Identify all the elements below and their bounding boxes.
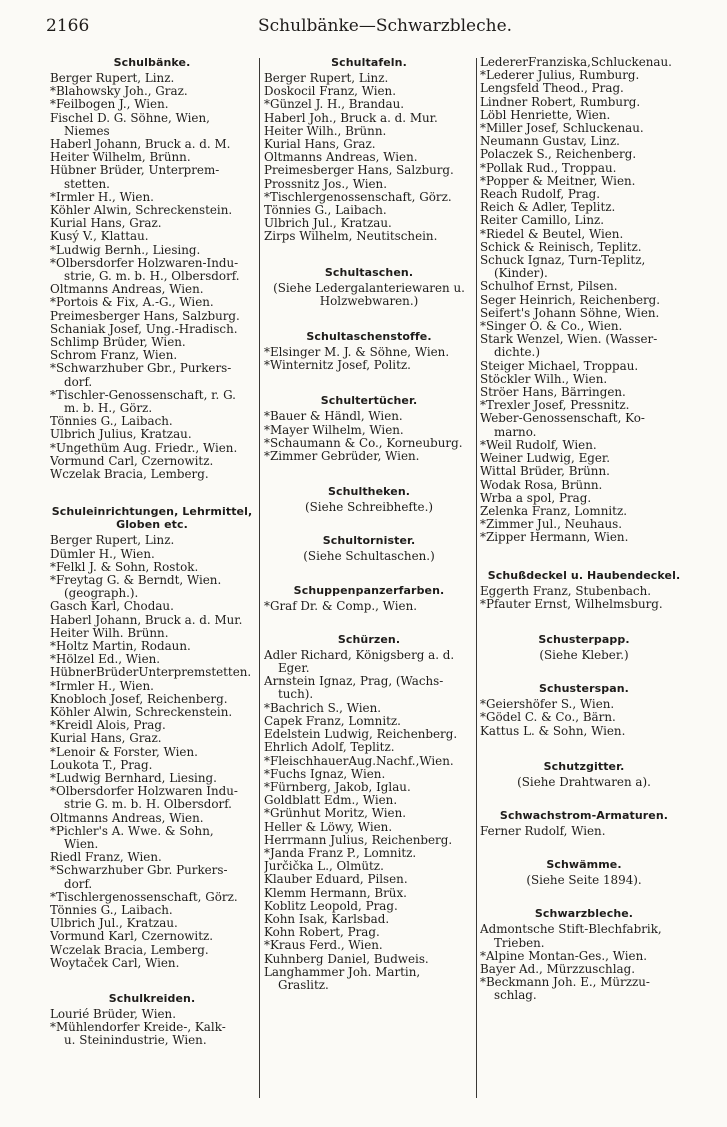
directory-entry: Oltmanns Andreas, Wien. <box>264 151 418 165</box>
section-heading: Schutzgitter. <box>543 759 625 773</box>
section-heading: Schwämme. <box>546 858 622 872</box>
entry-continuation: dorf. <box>64 877 93 891</box>
directory-entry: Kurial Hans, Graz. <box>264 138 376 152</box>
directory-entry: Haberl Johann, Bruck a. d. M. <box>50 138 231 152</box>
directory-entry: Doskocil Franz, Wien. <box>264 85 396 99</box>
directory-entry: Schulhof Ernst, Pilsen. <box>480 280 618 294</box>
directory-entry: Berger Rupert, Linz. <box>50 72 175 85</box>
directory-entry: *Irmler H., Wien. <box>50 190 154 204</box>
directory-entry: *Trexler Josef, Pressnitz. <box>480 399 630 413</box>
directory-entry: *Ludwig Bernh., Liesing. <box>50 243 201 257</box>
directory-entry: Loukota T., Prag. <box>50 758 153 772</box>
entry-continuation: (Kinder). <box>494 267 548 281</box>
directory-entry: *Elsinger M. J. & Söhne, Wien. <box>264 346 450 360</box>
directory-entry: Kurial Hans, Graz. <box>50 732 162 746</box>
directory-entry: Neumann Gustav, Linz. <box>480 135 620 149</box>
directory-entry: *Lenoir & Forster, Wien. <box>50 745 198 759</box>
directory-entry: Lengsfeld Theod., Prag. <box>480 82 624 96</box>
section-heading: Schuppenpanzerfarben. <box>293 583 445 597</box>
directory-entry: Schrom Franz, Wien. <box>50 349 178 363</box>
directory-entry: Ulbrich Jul., Kratzau. <box>50 917 178 931</box>
directory-entry: *Zimmer Jul., Neuhaus. <box>480 518 623 532</box>
directory-entry: Prossnitz Jos., Wien. <box>264 177 387 191</box>
directory-entry: Zirps Wilhelm, Neutitschein. <box>264 230 438 244</box>
directory-entry: *Hölzel Ed., Wien. <box>50 653 161 667</box>
directory-entry: Goldblatt Edm., Wien. <box>264 794 398 808</box>
directory-entry: Vormund Carl, Czernowitz. <box>50 454 214 468</box>
directory-entry: Schuck Ignaz, Turn-Teplitz, <box>480 254 646 268</box>
section-heading: Schwachstrom-Armaturen. <box>499 808 669 822</box>
directory-entry: Reiter Camillo, Linz. <box>480 214 605 228</box>
directory-entry: *Bachrich S., Wien. <box>264 701 382 715</box>
column-rule-1 <box>259 58 260 1098</box>
section <box>264 394 474 463</box>
directory-entry: *Grünhut Moritz, Wien. <box>264 807 407 821</box>
column-rule-2 <box>476 58 477 1098</box>
directory-entry: *Kreidl Alois, Prag. <box>50 719 166 733</box>
directory-entry: Preimesberger Hans, Salzburg. <box>50 309 240 323</box>
directory-entry: *Blahowsky Joh., Graz. <box>50 85 188 99</box>
directory-entry: Berger Rupert, Linz. <box>50 534 175 548</box>
entry-continuation: dichte.) <box>494 346 540 360</box>
directory-entry: Langhammer Joh. Martin, <box>264 965 421 979</box>
section <box>264 330 474 372</box>
entry-continuation: Wien. <box>64 837 99 851</box>
directory-entry: Dümler H., Wien. <box>50 547 155 561</box>
directory-entry: *Holtz Martin, Rodaun. <box>50 639 191 653</box>
directory-entry: *Schwarzhuber Gbr., Purkers- <box>50 362 232 376</box>
directory-entry: *Olbersdorfer Holzwaren-Indu- <box>50 256 239 270</box>
directory-entry: Gasch Karl, Chodau. <box>50 600 174 614</box>
entry-continuation: u. Steinindustrie, Wien. <box>64 1034 207 1048</box>
directory-entry: *FleischhauerAug.Nachf.,Wien. <box>264 754 454 768</box>
entry-continuation: Eger. <box>278 662 310 676</box>
cross-reference-note: (Siehe Drahtwaren a). <box>517 774 651 789</box>
directory-entry: *Ungethüm Aug. Friedr., Wien. <box>50 441 238 455</box>
directory-entry: Schaniak Josef, Ung.-Hradisch. <box>50 322 238 336</box>
section <box>480 760 688 789</box>
running-title: Schulbänke—Schwarzbleche. <box>258 16 513 36</box>
cross-reference-note: (Siehe Schultaschen.) <box>303 549 435 564</box>
directory-entry: Seger Heinrich, Reichenberg. <box>480 293 661 307</box>
section-heading: Schuleinrichtungen, Lehrmittel, Globen etc. <box>51 505 253 532</box>
section-heading: Schultheken. <box>327 485 411 499</box>
section-heading: Schultaschen. <box>324 265 414 279</box>
section-heading: Schußdeckel u. Haubendeckel. <box>487 568 681 582</box>
directory-entry: *Schaumann & Co., Korneuburg. <box>264 436 463 450</box>
directory-entry: *Graf Dr. & Comp., Wien. <box>264 599 418 613</box>
directory-entry: Heller & Löwy, Wien. <box>264 820 393 834</box>
section <box>480 56 688 545</box>
directory-entry: *Pfauter Ernst, Wilhelmsburg. <box>480 597 663 611</box>
directory-entry: Heiter Wilhelm, Brünn. <box>50 151 191 165</box>
directory-entry: Polaczek S., Reichenberg. <box>480 148 637 162</box>
directory-entry: Heiter Wilh., Brünn. <box>264 124 387 138</box>
directory-entry: *Günzel J. H., Brandau. <box>264 98 405 112</box>
directory-entry: Lourié Brüder, Wien. <box>50 1008 176 1021</box>
directory-entry: *Janda Franz P., Lomnitz. <box>264 846 417 860</box>
column-3 <box>480 56 688 1106</box>
directory-entry: Ulbrich Jul., Kratzau. <box>264 217 392 231</box>
directory-entry: Haberl Joh., Bruck a. d. Mur. <box>264 111 438 125</box>
entry-continuation: marno. <box>494 425 537 439</box>
section-heading: Schulbänke. <box>113 56 191 69</box>
directory-entry: Fischel D. G. Söhne, Wien, <box>50 111 210 125</box>
directory-entry: *Popper & Meitner, Wien. <box>480 174 636 188</box>
directory-entry: *Winternitz Josef, Politz. <box>264 359 411 373</box>
directory-entry: Kusý V., Klattau. <box>50 230 149 244</box>
directory-entry: *Bauer & Händl, Wien. <box>264 410 403 424</box>
directory-entry: Lindner Robert, Rumburg. <box>480 95 641 109</box>
directory-entry: *Irmler H., Wien. <box>50 679 154 693</box>
directory-entry: Adler Richard, Königsberg a. d. <box>264 648 455 662</box>
directory-entry: *Kraus Ferd., Wien. <box>264 939 383 953</box>
section <box>264 485 474 514</box>
directory-entry: *Mühlendorfer Kreide-, Kalk- <box>50 1021 226 1035</box>
directory-entry: Herrmann Julius, Reichenberg. <box>264 833 453 847</box>
directory-entry: Kurial Hans, Graz. <box>50 217 162 231</box>
entry-continuation: Niemes <box>64 124 110 138</box>
directory-entry: Capek Franz, Lomnitz. <box>264 714 401 728</box>
directory-entry: *Gödel C. & Co., Bärn. <box>480 711 616 725</box>
directory-entry: Stöckler Wilh., Wien. <box>480 372 608 386</box>
directory-entry: Schick & Reinisch, Teplitz. <box>480 240 642 254</box>
directory-entry: *Portois & Fix, A.-G., Wien. <box>50 296 214 310</box>
directory-entry: Admontsche Stift-Blechfabrik, <box>480 923 662 937</box>
directory-entry: Wczelak Bracia, Lemberg. <box>50 468 209 482</box>
directory-entry: Kohn Robert, Prag. <box>264 926 380 940</box>
directory-entry: *Pichler's A. Wwe. & Sohn, <box>50 824 214 838</box>
directory-entry: *Beckmann Joh. E., Mürzzu- <box>480 976 650 990</box>
directory-entry: Ulbrich Julius, Kratzau. <box>50 428 192 442</box>
directory-entry: Ferner Rudolf, Wien. <box>480 824 606 838</box>
directory-entry: *Olbersdorfer Holzwaren Indu- <box>50 785 238 799</box>
directory-entry: *Felkl J. & Sohn, Rostok. <box>50 560 199 574</box>
directory-entry: Preimesberger Hans, Salzburg. <box>264 164 454 178</box>
directory-entry: Wczelak Bracia, Lemberg. <box>50 943 209 957</box>
section <box>480 633 688 662</box>
section <box>264 584 474 613</box>
directory-entry: Woytaček Carl, Wien. <box>50 956 180 970</box>
section-heading: Schusterspan. <box>539 682 629 696</box>
directory-entry: Koblitz Leopold, Prag. <box>264 899 398 913</box>
directory-entry: Edelstein Ludwig, Reichenberg. <box>264 728 458 742</box>
directory-entry: Riedl Franz, Wien. <box>50 851 162 865</box>
section-heading: Schultornister. <box>322 534 416 548</box>
directory-entry: *Pollak Rud., Troppau. <box>480 161 617 175</box>
directory-entry: Wrba a spol, Prag. <box>480 491 592 505</box>
cross-reference-note: (Siehe Schreibhefte.) <box>304 500 434 515</box>
entry-continuation: tuch). <box>278 688 314 702</box>
section <box>480 858 688 887</box>
directory-entry: Weiner Ludwig, Eger. <box>480 452 611 466</box>
directory-entry: Oltmanns Andreas, Wien. <box>50 811 204 825</box>
directory-entry: HübnerBrüderUnterpremstetten. <box>50 666 252 680</box>
directory-entry: *Ludwig Bernhard, Liesing. <box>50 771 217 785</box>
directory-entry: Klauber Eduard, Pilsen. <box>264 873 408 887</box>
directory-entry: Ströer Hans, Bärringen. <box>480 386 626 400</box>
section <box>50 505 254 970</box>
directory-entry: *Tischler-Genossenschaft, r. G. <box>50 388 236 402</box>
directory-entry: Löbl Henriette, Wien. <box>480 108 611 122</box>
directory-entry: *Zimmer Gebrüder, Wien. <box>264 450 420 464</box>
directory-entry: *Freytag G. & Berndt, Wien. <box>50 573 222 587</box>
directory-entry: Köhler Alwin, Schreckenstein. <box>50 204 233 218</box>
section-heading: Schultaschenstoffe. <box>306 330 432 344</box>
directory-entry: LedererFranziska,Schluckenau. <box>480 56 672 69</box>
directory-entry: Hübner Brüder, Unterprem- <box>50 164 220 178</box>
page-header <box>0 16 727 42</box>
entry-continuation: (geograph.). <box>64 587 139 601</box>
directory-entry: Zelenka Franz, Lomnitz. <box>480 504 627 518</box>
section-heading: Schusterpapp. <box>538 632 630 646</box>
entry-continuation: strie G. m. b. H. Olbersdorf. <box>64 798 232 812</box>
directory-entry: *Lederer Julius, Rumburg. <box>480 69 640 83</box>
directory-entry: *Geiershöfer S., Wien. <box>480 698 615 712</box>
directory-entry: Ehrlich Adolf, Teplitz. <box>264 741 395 755</box>
directory-entry: Schlimp Brüder, Wien. <box>50 336 186 350</box>
section-heading: Schwarzbleche. <box>534 907 634 921</box>
section <box>264 56 474 244</box>
entry-continuation: Graslitz. <box>278 978 329 992</box>
directory-entry: *Zipper Hermann, Wien. <box>480 531 629 545</box>
section-heading: Schultertücher. <box>320 394 418 408</box>
page-number: 2166 <box>46 16 90 36</box>
directory-entry: *Weil Rudolf, Wien. <box>480 438 597 452</box>
directory-entry: Berger Rupert, Linz. <box>264 72 389 85</box>
directory-entry: Kuhnberg Daniel, Budweis. <box>264 952 429 966</box>
directory-entry: Wodak Rosa, Brünn. <box>480 478 603 492</box>
cross-reference-note: (Siehe Kleber.) <box>539 647 629 662</box>
directory-entry: Arnstein Ignaz, Prag, (Wachs- <box>264 675 444 689</box>
directory-entry: Tönnies G., Laibach. <box>50 903 173 917</box>
section <box>264 266 474 308</box>
directory-entry: *Feilbogen J., Wien. <box>50 98 169 112</box>
cross-reference-note: Holzwebwaren.) <box>319 293 419 308</box>
directory-entry: Köhler Alwin, Schreckenstein. <box>50 705 233 719</box>
directory-entry: *Schwarzhuber Gbr. Purkers- <box>50 864 228 878</box>
directory-entry: Weber-Genossenschaft, Ko- <box>480 412 645 426</box>
column-2 <box>264 56 474 1106</box>
section-heading: Schultafeln. <box>331 56 407 69</box>
column-1 <box>50 56 254 1106</box>
directory-entry: Reich & Adler, Teplitz. <box>480 201 616 215</box>
section <box>480 809 688 838</box>
cross-reference-note: (Siehe Seite 1894). <box>526 873 642 888</box>
directory-entry: *Singer O. & Co., Wien. <box>480 320 623 334</box>
section <box>480 569 688 611</box>
directory-entry: Tönnies G., Laibach. <box>50 415 173 429</box>
directory-entry: *Miller Josef, Schluckenau. <box>480 122 644 136</box>
directory-entry: Haberl Johann, Bruck a. d. Mur. <box>50 613 243 627</box>
directory-entry: Seifert's Johann Söhne, Wien. <box>480 306 660 320</box>
directory-entry: Tönnies G., Laibach. <box>264 204 387 218</box>
directory-entry: *Tischlergenossenschaft, Görz. <box>50 890 238 904</box>
directory-entry: *Mayer Wilhelm, Wien. <box>264 423 404 437</box>
section-heading: Schürzen. <box>337 632 401 646</box>
entry-continuation: dorf. <box>64 375 93 389</box>
section <box>480 682 688 738</box>
entry-continuation: stetten. <box>64 177 110 191</box>
directory-entry: Reach Rudolf, Prag. <box>480 188 601 202</box>
section <box>264 633 474 992</box>
directory-entry: *Fürnberg, Jakob, Iglau. <box>264 780 411 794</box>
section-heading: Schulkreiden. <box>108 992 196 1005</box>
directory-entry: Jurčička L., Olmütz. <box>264 860 384 874</box>
directory-entry: *Tischlergenossenschaft, Görz. <box>264 190 452 204</box>
section <box>50 56 254 481</box>
directory-entry: Klemm Hermann, Brüx. <box>264 886 407 900</box>
directory-entry: Steiger Michael, Troppau. <box>480 359 639 373</box>
directory-entry: Wittal Brüder, Brünn. <box>480 465 610 479</box>
directory-entry: Heiter Wilh. Brünn. <box>50 626 169 640</box>
entry-continuation: m. b. H., Görz. <box>64 402 153 416</box>
entry-continuation: schlag. <box>494 989 537 1003</box>
cross-reference-note: (Siehe Ledergalanteriewaren u. <box>273 280 465 295</box>
directory-entry: *Riedel & Beutel, Wien. <box>480 227 624 241</box>
directory-entry: Knobloch Josef, Reichenberg. <box>50 692 228 706</box>
entry-continuation: strie, G. m. b. H., Olbersdorf. <box>64 270 240 284</box>
directory-entry: *Fuchs Ignaz, Wien. <box>264 767 386 781</box>
entry-continuation: Trieben. <box>494 936 545 950</box>
directory-entry: Vormund Karl, Czernowitz. <box>50 930 214 944</box>
directory-entry: Bayer Ad., Mürzzuschlag. <box>480 962 635 976</box>
section <box>264 534 474 563</box>
directory-entry: Stark Wenzel, Wien. (Wasser- <box>480 333 658 347</box>
directory-entry: Kattus L. & Sohn, Wien. <box>480 724 626 738</box>
section <box>50 992 254 1048</box>
directory-entry: Eggerth Franz, Stubenbach. <box>480 584 652 598</box>
directory-entry: *Alpine Montan-Ges., Wien. <box>480 949 648 963</box>
directory-entry: Kohn Isak, Karlsbad. <box>264 912 390 926</box>
directory-entry: Oltmanns Andreas, Wien. <box>50 283 204 297</box>
section <box>480 907 688 1002</box>
